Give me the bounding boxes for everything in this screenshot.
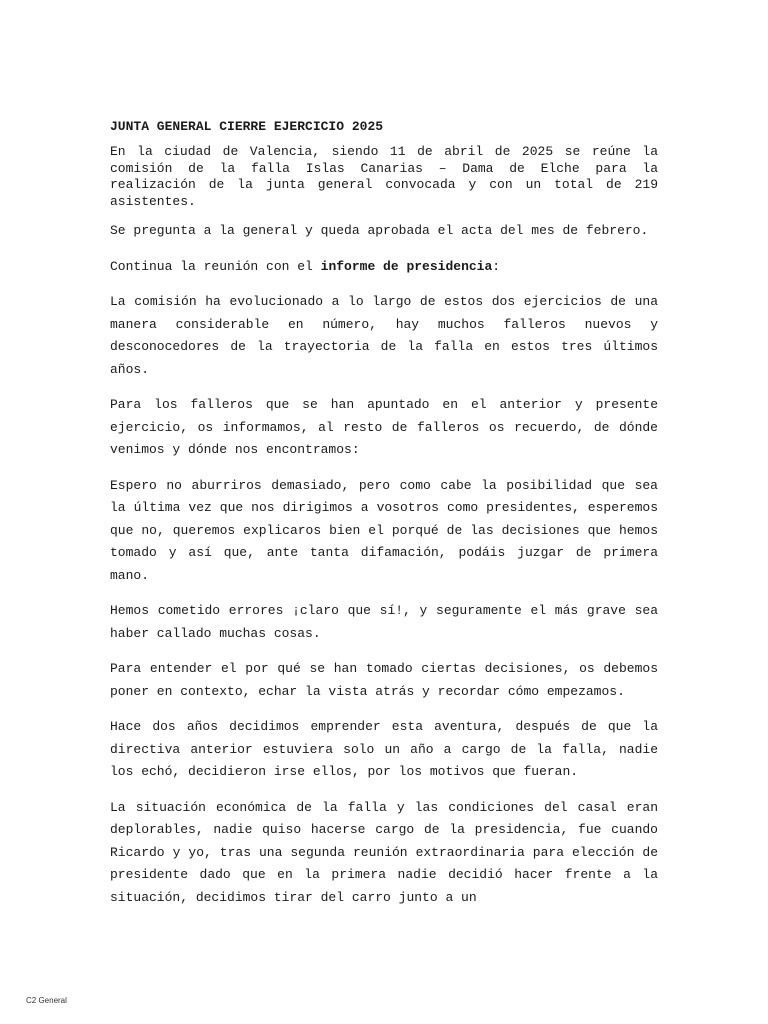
paragraph-hace-dos-anos: Hace dos años decidimos emprender esta aventura, después de que la directiva anterior estuviera solo un año a cargo de la falla, nadie los echó, decidieron irse ellos, por los motivos que fueran. — [110, 719, 658, 779]
paragraph-errores: Hemos cometido errores ¡claro que sí!, y seguramente el más grave sea haber callado muchas cosas. — [110, 603, 658, 641]
paragraph-opening: En la ciudad de Valencia, siendo 11 de abril de 2025 se reúne la comisión de la falla Islas Canarias – Dama de Elche para la realización de la junta general convocada y con un total de 219 asistentes. — [110, 144, 658, 209]
informe-heading: informe de presidencia — [320, 258, 493, 274]
paragraph-contexto: Para entender el por qué se han tomado ciertas decisiones, os debemos poner en contexto, echar la vista atrás y recordar cómo empezamos. — [110, 661, 658, 699]
document-page — [110, 118, 658, 922]
paragraph-falleros-nuevos: Para los falleros que se han apuntado en el anterior y presente ejercicio, os informamos, al resto de falleros os recuerdo, de dónde venimos y dónde nos encontramos: — [110, 397, 658, 457]
informe-colon: : — [492, 258, 501, 274]
paragraph-informe-intro — [110, 256, 658, 279]
classification-label: C2 General — [26, 996, 67, 1005]
paragraph-evolucion: La comisión ha evolucionado a lo largo de estos dos ejercicios de una manera considerable en número, hay muchos falleros nuevos y desconocedores de la trayectoria de la falla en estos tres últimos años. — [110, 294, 658, 377]
document-title: JUNTA GENERAL CIERRE EJERCICIO 2025 — [110, 119, 384, 134]
informe-lead-text: Continua la reunión con el — [110, 258, 321, 274]
paragraph-explicacion: Espero no aburriros demasiado, pero como cabe la posibilidad que sea la última vez que nos dirigimos a vosotros como presidentes, esperemos que no, queremos explicaros bien el porqué de las decisiones que hemos tomado y así que, ante tanta difamación, podáis juzgar de primera mano. — [110, 477, 658, 583]
paragraph-situacion-economica: La situación económica de la falla y las condiciones del casal eran deplorables, nadie quiso hacerse cargo de la presidencia, fue cuando Ricardo y yo, tras una segunda reunión extraordinaria para elección de presidente dado que en la primera nadie decidió hacer frente a la situación, decidimos tirar del carro junto a un — [110, 799, 658, 905]
paragraph-acta: Se pregunta a la general y queda aprobada el acta del mes de febrero. — [110, 223, 649, 238]
